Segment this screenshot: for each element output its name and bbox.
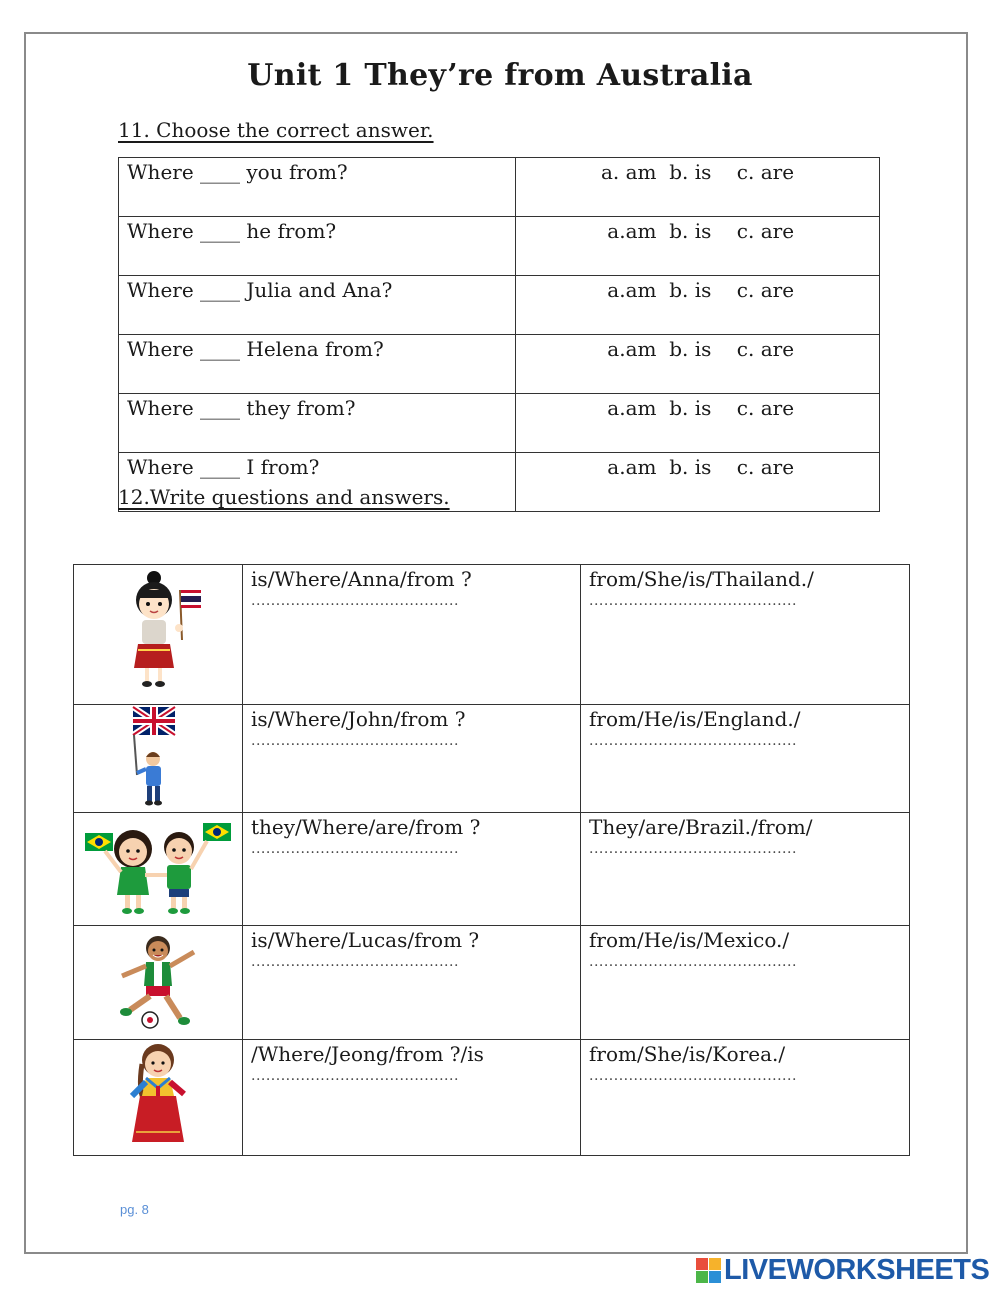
question-cell: Where ____ they from?	[119, 394, 516, 453]
picture-cell	[74, 705, 243, 813]
answer-line[interactable]: ..........................................	[589, 954, 797, 970]
scrambled-question: is/Where/Lucas/from ?	[251, 928, 480, 952]
boy-uk-flag-icon	[123, 705, 193, 807]
section-12-heading: 12.Write questions and answers.	[118, 485, 450, 509]
answer-line[interactable]: ..........................................	[251, 954, 459, 970]
brand-name: LIVEWORKSHEETS	[724, 1253, 990, 1286]
scrambled-question: /Where/Jeong/from ?/is	[251, 1042, 484, 1066]
picture-cell	[74, 1040, 243, 1156]
picture-cell	[74, 565, 243, 705]
scrambled-answer: from/She/is/Korea./	[589, 1042, 786, 1066]
answer-cell	[581, 705, 910, 813]
question-cell	[243, 565, 581, 705]
scrambled-question: is/Where/John/from ?	[251, 707, 466, 731]
options-cell[interactable]: a.am b. is c. are	[516, 453, 880, 512]
answer-line[interactable]: ..........................................	[251, 593, 459, 609]
answer-line[interactable]: ..........................................	[589, 1068, 797, 1084]
table-row	[74, 565, 910, 705]
question-cell: Where ____ he from?	[119, 217, 516, 276]
picture-cell	[74, 813, 243, 926]
options-cell[interactable]: a.am b. is c. are	[516, 217, 880, 276]
table-row	[119, 217, 880, 276]
answer-line[interactable]: ..........................................	[589, 841, 797, 857]
scrambled-answer: They/are/Brazil./from/	[589, 815, 813, 839]
girl-korea-hanbok-icon	[118, 1040, 198, 1150]
answer-line[interactable]: ..........................................	[251, 733, 459, 749]
question-cell: Where ____ Julia and Ana?	[119, 276, 516, 335]
table-row	[74, 1040, 910, 1156]
girl-thailand-flag-icon	[108, 570, 208, 695]
scrambled-answer: from/She/is/Thailand./	[589, 567, 814, 591]
answer-line[interactable]: ..........................................	[251, 1068, 459, 1084]
table-row	[74, 813, 910, 926]
answer-line[interactable]: ..........................................	[589, 593, 797, 609]
question-cell	[243, 926, 581, 1040]
answer-line[interactable]: ..........................................	[251, 841, 459, 857]
table-row	[119, 335, 880, 394]
table-row	[119, 394, 880, 453]
question-cell: Where ____ Helena from?	[119, 335, 516, 394]
page-number: pg. 8	[120, 1202, 149, 1217]
boy-mexico-soccer-icon	[108, 930, 208, 1030]
options-cell[interactable]: a.am b. is c. are	[516, 335, 880, 394]
section-11-heading: 11. Choose the correct answer.	[118, 118, 434, 142]
scrambled-answer: from/He/is/Mexico./	[589, 928, 790, 952]
options-cell[interactable]: a. am b. is c. are	[516, 158, 880, 217]
scrambled-answer: from/He/is/England./	[589, 707, 801, 731]
scrambled-question: they/Where/are/from ?	[251, 815, 481, 839]
table-row	[119, 158, 880, 217]
answer-line[interactable]: ..........................................	[589, 733, 797, 749]
scrambled-question: is/Where/Anna/from ?	[251, 567, 472, 591]
logo-blocks-icon	[696, 1258, 721, 1283]
table-row	[74, 926, 910, 1040]
question-cell: Where ____ you from?	[119, 158, 516, 217]
liveworksheets-logo	[696, 1255, 989, 1285]
answer-cell	[581, 926, 910, 1040]
answer-cell	[581, 813, 910, 926]
kids-brazil-flags-icon	[83, 817, 233, 917]
options-cell[interactable]: a.am b. is c. are	[516, 394, 880, 453]
answer-cell	[581, 1040, 910, 1156]
options-cell[interactable]: a.am b. is c. are	[516, 276, 880, 335]
picture-cell	[74, 926, 243, 1040]
page-title: Unit 1 They’re from Australia	[247, 58, 753, 93]
question-cell	[243, 813, 581, 926]
table-row	[119, 276, 880, 335]
choose-answer-table	[118, 157, 880, 512]
write-questions-table	[73, 564, 910, 1156]
question-cell	[243, 705, 581, 813]
table-row	[74, 705, 910, 813]
question-cell: Where ____ I from?	[119, 453, 516, 512]
answer-cell	[581, 565, 910, 705]
question-cell	[243, 1040, 581, 1156]
